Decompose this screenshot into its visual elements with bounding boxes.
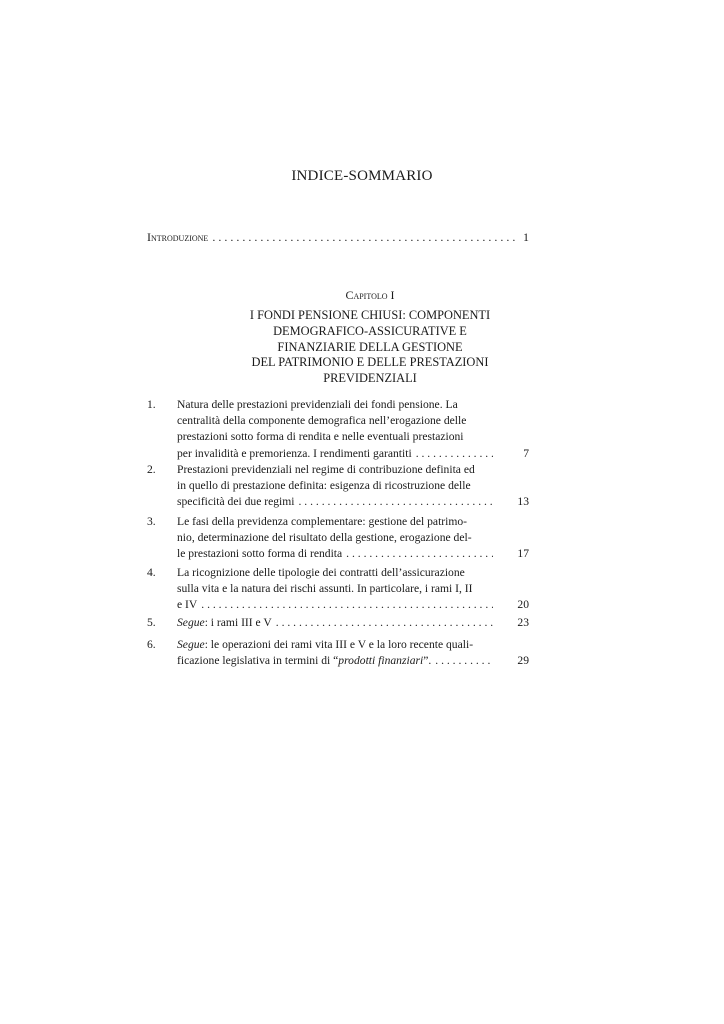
section-line: Prestazioni previdenziali nel regime di contribuzione definita ed: [177, 463, 475, 476]
section-page: 13: [517, 495, 529, 509]
section-line: : le operazioni dei rami vita III e V e la loro recente quali-: [204, 638, 474, 651]
section-page: 20: [517, 598, 529, 612]
leader-dots: [346, 546, 493, 562]
section-line: Le fasi della previdenza complementare: gestione del patrimo-: [177, 515, 468, 528]
leader-dots: [276, 615, 493, 631]
section-page: 23: [517, 616, 529, 629]
section-page: 7: [523, 446, 529, 460]
section-number: 2.: [147, 463, 156, 476]
section-page: 17: [517, 547, 529, 561]
introduction-label: Introduzione: [147, 230, 209, 244]
toc-section-2[interactable]: [147, 462, 529, 512]
section-number: 3.: [147, 515, 156, 528]
section-line: : i rami III e V: [204, 616, 272, 629]
section-line: in quello di prestazione definita: esigenza di ricostruzione delle: [177, 479, 471, 493]
leader-dots: [212, 230, 519, 245]
chapter-label: Capitolo I: [345, 288, 395, 302]
toc-section-3[interactable]: [147, 514, 529, 564]
section-number: 1.: [147, 398, 156, 411]
section-line-tail: ”.: [423, 654, 432, 668]
section-line: le prestazioni sotto forma di rendita: [177, 547, 343, 561]
chapter-title: I FONDI PENSIONE CHIUSI: COMPONENTI DEMOGRAFICO-ASSICURATIVE E FINANZIARIE DELLA GESTIONE DEL PATRIMONIO E DELLE PRESTAZIONI PREVIDENZIALI: [249, 308, 491, 386]
section-line: ficazione legislativa in termini di “: [177, 654, 339, 668]
section-line: centralità della componente demografica nell’erogazione delle: [177, 414, 467, 428]
introduction-page: 1: [523, 230, 529, 244]
section-line: per invalidità e premorienza. I rendimenti garantiti: [177, 446, 412, 460]
toc-section-5[interactable]: [147, 615, 529, 633]
section-number: 6.: [147, 638, 156, 651]
segue-italic: Segue: [177, 638, 205, 651]
toc-section-1[interactable]: [147, 397, 529, 463]
section-line: prestazioni sotto forma di rendita e nelle eventuali prestazioni: [177, 430, 464, 444]
italic-term: prodotti finanziari: [338, 654, 424, 668]
segue-italic: Segue: [177, 616, 205, 629]
toc-introduction[interactable]: [147, 230, 529, 245]
section-line: sulla vita e la natura dei rischi assunti. In particolare, i rami I, II: [177, 582, 473, 596]
leader-dots: [416, 446, 493, 462]
section-number: 5.: [147, 616, 156, 629]
section-line: specificità dei due regimi: [177, 495, 295, 509]
section-line: La ricognizione delle tipologie dei contratti dell’assicurazione: [177, 566, 465, 579]
toc-section-6[interactable]: [147, 637, 529, 671]
section-line: e IV: [177, 598, 198, 612]
leader-dots: [201, 597, 493, 613]
section-page: 29: [517, 654, 529, 668]
toc-section-4[interactable]: [147, 565, 529, 615]
leader-dots: [299, 494, 494, 510]
section-line: nio, determinazione del risultato della gestione, erogazione del-: [177, 531, 472, 545]
page-title: INDICE-SOMMARIO: [291, 168, 433, 184]
leader-dots: [435, 653, 493, 669]
section-line: Natura delle prestazioni previdenziali dei fondi pensione. La: [177, 398, 458, 411]
section-number: 4.: [147, 566, 156, 579]
